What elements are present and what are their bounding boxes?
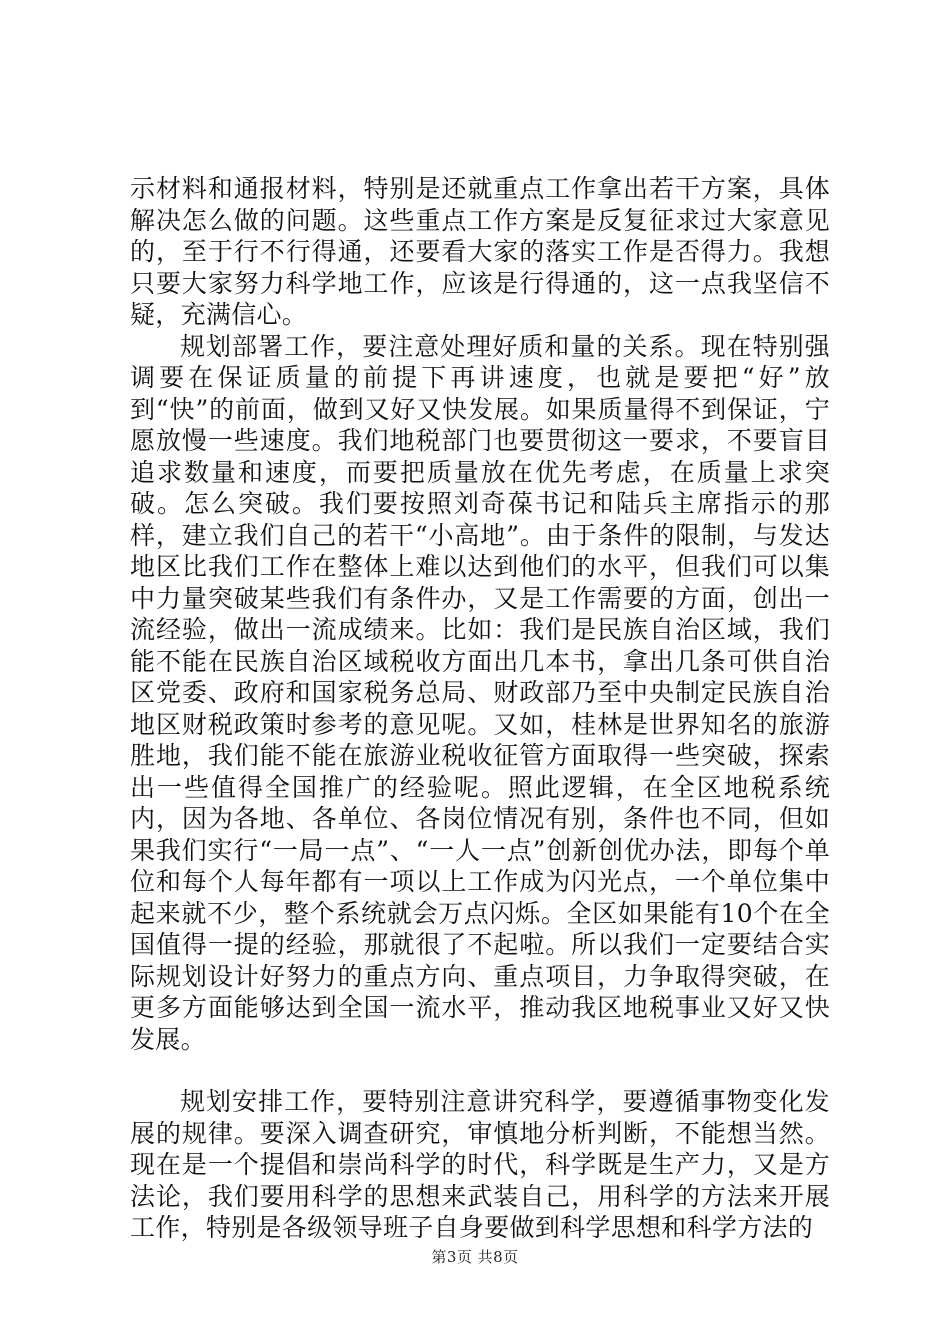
paragraph-science: 规划安排工作，要特别注意讲究科学，要遵循事物变化发展的规律。要深入调查研究，审慎地分析判断，不能想当然。现在是一个提倡和崇尚科学的时代，科学既是生产力，又是方法论，我们要用科学的思想来武装自己，用科学的方法来开展工作，特别是各级领导班子自身要做到科学思想和科学方法的 (130, 1087, 830, 1242)
document-body (130, 173, 830, 1244)
paragraph-continuation: 示材料和通报材料，特别是还就重点工作拿出若干方案，具体解决怎么做的问题。这些重点工作方案是反复征求过大家意见的，至于行不行得通，还要看大家的落实工作是否得力。我想只要大家努力科学地工作，应该是行得通的，这一点我坚信不疑，充满信心。 (130, 174, 830, 329)
paragraph-spacer (130, 1055, 830, 1086)
paragraph-quality-quantity: 规划部署工作，要注意处理好质和量的关系。现在特别强调要在保证质量的前提下再讲速度，也就是要把“好”放到“快”的前面，做到又好又快发展。如果质量得不到保证，宁愿放慢一些速度。我们地税部门也要贯彻这一要求，不要盲目追求数量和速度，而要把质量放在优先考虑，在质量上求突破。怎么突破。我们要按照刘奇葆书记和陆兵主席指示的那样，建立我们自己的若干“小高地”。由于条件的限制，与发达地区比我们工作在整体上难以达到他们的水平，但我们可以集中力量突破某些我们有条件办，又是工作需要的方面，创出一流经验，做出一流成绩来。比如：我们是民族自治区域，我们能不能在民族自治区域税收方面出几本书，拿出几条可供自治区党委、政府和国家税务总局、财政部乃至中央制定民族自治地区财税政策时参考的意见呢。又如，桂林是世界知名的旅游胜地，我们能不能在旅游业税收征管方面取得一些突破，探索出一些值得全国推广的经验呢。照此逻辑，在全区地税系统内，因为各地、各单位、各岗位情况有别，条件也不同，但如果我们实行“一局一点”、“一人一点”创新创优办法，即每个单位和每个人每年都有一项以上工作成为闪光点，一个单位集中起来就不少，整个系统就会万点闪烁。全区如果能有10个在全国值得一提的经验，那就很了不起啦。所以我们一定要结合实际规划设计好努力的重点方向、重点项目，力争取得突破，在更多方面能够达到全国一流水平，推动我区地税事业又好又快发展。 (130, 331, 830, 1054)
page-number-footer: 第3页 共8页 (431, 1248, 519, 1266)
